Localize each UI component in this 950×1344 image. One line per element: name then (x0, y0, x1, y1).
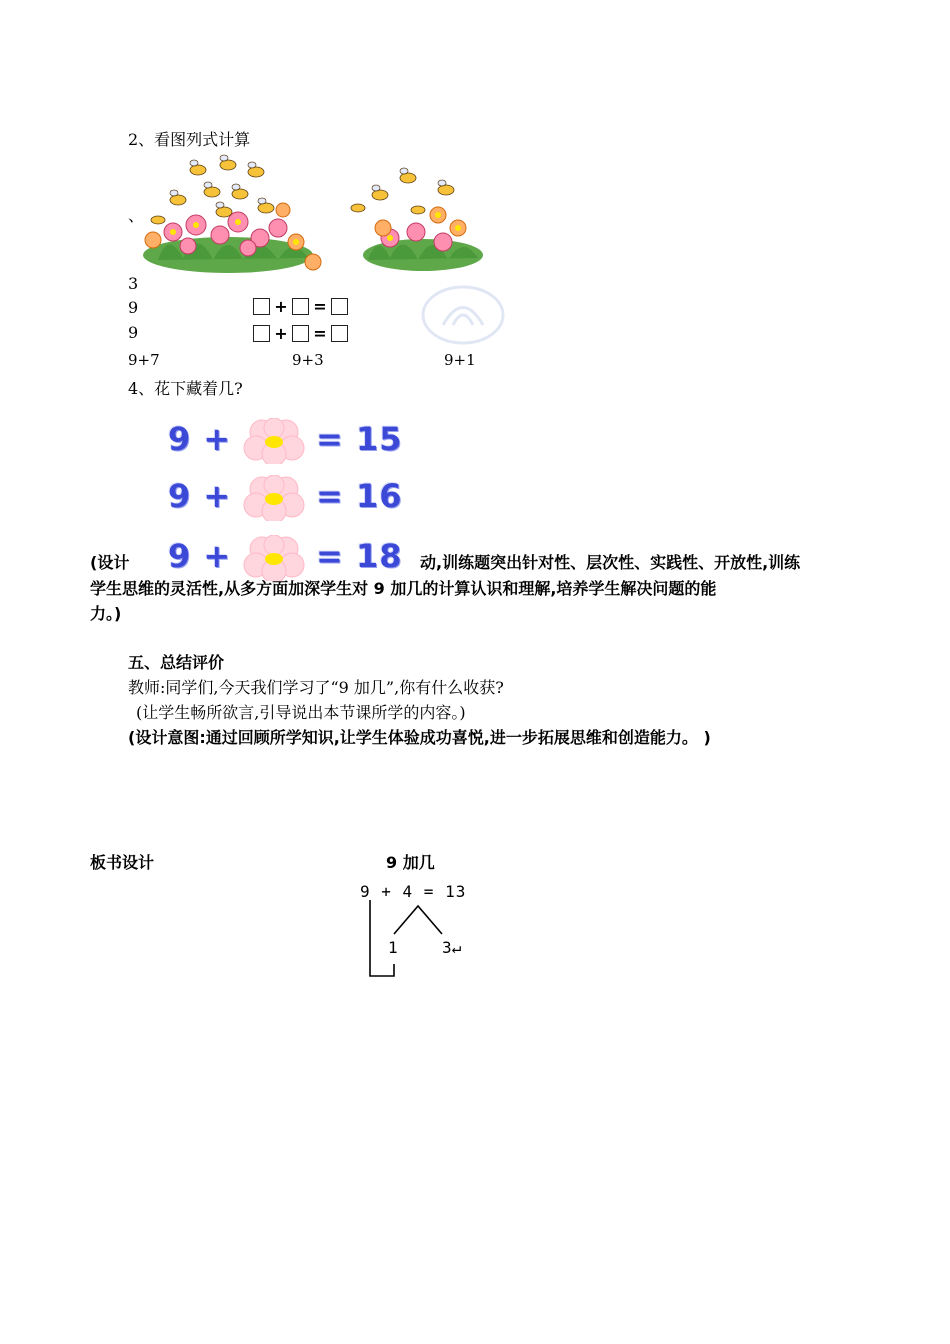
answer-box[interactable] (253, 325, 270, 342)
bee-icons (151, 155, 454, 224)
board-split-left: 1 (388, 938, 398, 957)
answer-box[interactable] (253, 298, 270, 315)
fragment-line-1: 3 (128, 274, 139, 293)
teacher-line: 教师:同学们,今天我们学习了“9 加几”,你有什么收获? (128, 678, 504, 697)
box-equation-row-1: + = (253, 296, 348, 316)
answer-box[interactable] (292, 325, 309, 342)
board-title: 9 加几 (386, 853, 435, 872)
board-split-right: 3↵ (442, 938, 462, 957)
flower-equation-3-result: = 18 (316, 537, 403, 575)
hidden-flower-icon (240, 418, 308, 464)
hidden-flower-icon (240, 475, 308, 521)
design-note-2: (设计意图:通过回顾所学知识,让学生体验成功喜悦,进一步拓展思维和创造能力。 ) (128, 728, 711, 747)
flower-equation-2: 9 + (168, 477, 232, 515)
section-2-heading: 2、看图列式计算 (128, 130, 251, 149)
sum-item: 9+3 (292, 351, 324, 369)
board-equation: 9 + 4 = 13 (360, 882, 467, 901)
section-4-heading: 4、花下藏着几? (128, 379, 243, 398)
box-equation-row-2: + = (253, 323, 348, 343)
watermark-logo (423, 287, 503, 343)
board-label: 板书设计 (90, 853, 155, 872)
hidden-flower-icon (240, 535, 308, 581)
student-line: (让学生畅所欲言,引导说出本节课所学的内容。) (136, 703, 466, 722)
flower-bed-right (363, 207, 483, 271)
bees-flowers-illustration (128, 150, 508, 350)
fragment-line-2: 9 (128, 298, 139, 317)
fragment-line-3: 9 (128, 323, 139, 342)
design-note-1-line3: 力。) (90, 604, 122, 623)
flower-equation-1: 9 + (168, 420, 232, 458)
design-note-1-start: (设计 (90, 553, 130, 572)
answer-box[interactable] (331, 298, 348, 315)
flower-equation-1-result: = 15 (316, 420, 403, 458)
stray-mark: 、 (128, 206, 145, 225)
answer-box[interactable] (331, 325, 348, 342)
design-note-1-line2: 学生思维的灵活性,从多方面加深学生对 9 加几的计算认识和理解,培养学生解决问题的能 (90, 579, 717, 598)
sum-item: 9+1 (444, 351, 476, 369)
answer-box[interactable] (292, 298, 309, 315)
flower-equation-3: 9 + (168, 537, 232, 575)
flower-equation-2-result: = 16 (316, 477, 403, 515)
design-note-1-line1-end: 动,训练题突出针对性、层次性、实践性、开放性,训练 (420, 553, 801, 572)
section-5-heading: 五、总结评价 (128, 653, 225, 672)
sum-item: 9+7 (128, 351, 160, 369)
